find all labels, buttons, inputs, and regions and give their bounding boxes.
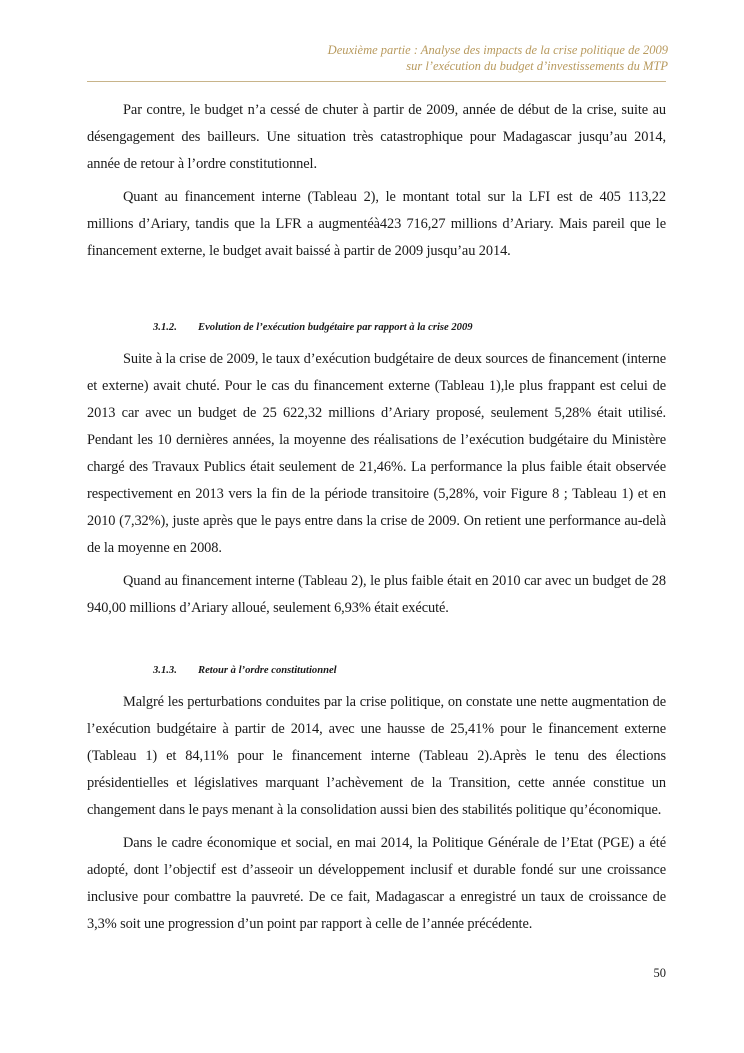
paragraph-pge: Dans le cadre économique et social, en mai 2014, la Politique Générale de l’Etat (PGE) a été adopté, dont l’objectif est d’asseoir un développement inclusif et durable fondé sur une croissance inclusive pour combattre la pauvreté. De ce fait, Madagascar a enregistré un taux de croissance de 3,3% soit une progression d’un point par rapport à celle de l’année précédente. (87, 835, 666, 932)
paragraph-internal-financing: Quant au financement interne (Tableau 2), le montant total sur la LFI est de 405 113,22 millions d’Ariary, tandis que la LFR a augmentéà423 716,27 millions d’Ariary. Mais pareil que le financement externe, le budget avait baissé à partir de 2009 jusqu’au 2014. (87, 189, 666, 259)
section-number: 3.1.3. (153, 665, 177, 676)
section-title: Evolution de l’exécution budgétaire par rapport à la crise 2009 (198, 322, 473, 333)
page-body (87, 97, 666, 938)
section-heading-3-1-3 (87, 664, 666, 678)
running-header (328, 42, 668, 74)
paragraph-execution-increase: Malgré les perturbations conduites par la crise politique, on constate une nette augmentation de l’exécution budgétaire à partir de 2014, avec une hausse de 25,41% pour le financement externe (Tableau 1) et 84,11% pour le financement interne (Tableau 2).Après le tenu des élections présidentielles et législatives marquant l’achèvement de la Transition, cette année constitue un changement dans le pays menant à la consolidation aussi bien des stabilités politique qu’économique. (87, 694, 666, 818)
paragraph-internal-lowest: Quand au financement interne (Tableau 2), le plus faible était en 2010 car avec un budget de 28 940,00 millions d’Ariary alloué, seulement 6,93% était exécuté. (87, 573, 666, 616)
section-title: Retour à l’ordre constitutionnel (198, 665, 337, 676)
section-number: 3.1.2. (153, 322, 177, 333)
page-number: 50 (653, 966, 666, 980)
header-divider (87, 81, 666, 82)
paragraph-execution-rate: Suite à la crise de 2009, le taux d’exécution budgétaire de deux sources de financement (interne et externe) avait chuté. Pour le cas du financement externe (Tableau 1),le plus frappant est celui de 2013 car avec un budget de 25 622,32 millions d’Ariary proposé, seulement 5,28% était utilisé. Pendant les 10 dernières années, la moyenne des réalisations de l’exécution budgétaire du Ministère chargé des Travaux Publics était seulement de 21,46%. La performance la plus faible était observée respectivement en 2013 vers la fin de la période transitoire (5,28%, voir Figure 8 ; Tableau 1) et en 2010 (7,32%), juste après que le pays entre dans la crise de 2009. On retient une performance au-delà de la moyenne en 2008. (87, 351, 666, 556)
running-header-line-1: Deuxième partie : Analyse des impacts de la crise politique de 2009 (327, 43, 668, 57)
section-heading-3-1-2 (87, 321, 666, 335)
paragraph-budget-decline: Par contre, le budget n’a cessé de chuter à partir de 2009, année de début de la crise, suite au désengagement des bailleurs. Une situation très catastrophique pour Madagascar jusqu’au 2014, année de retour à l’ordre constitutionnel. (87, 102, 666, 172)
running-header-line-2: sur l’exécution du budget d’investissements du MTP (406, 59, 668, 73)
